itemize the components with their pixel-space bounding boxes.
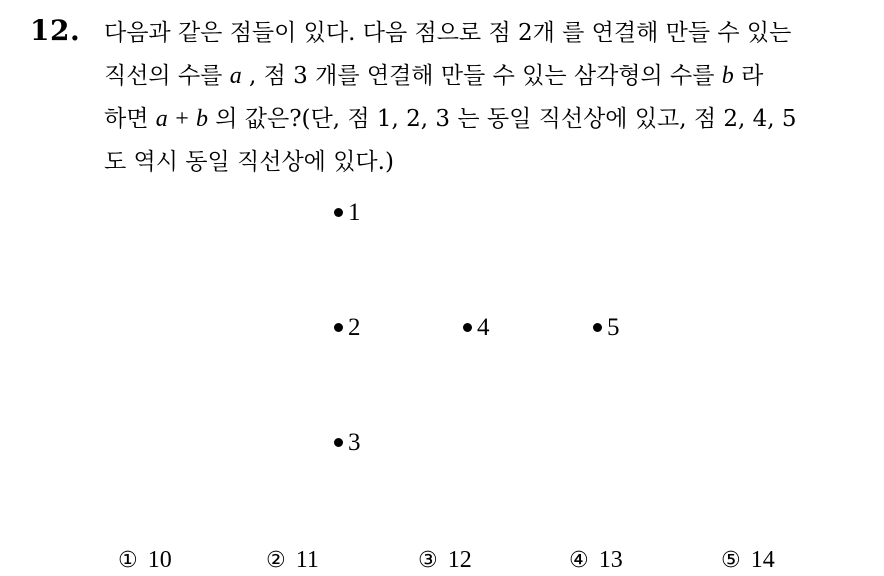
- choice-3-value: 12: [447, 547, 472, 573]
- choice-2[interactable]: [266, 545, 319, 576]
- point-2-label: 2: [348, 314, 361, 341]
- point-4: [463, 313, 490, 343]
- question-line-4: 도 역시 동일 직선상에 있다.): [104, 149, 394, 175]
- variable-b: b: [721, 63, 734, 89]
- point-1-label: 1: [348, 199, 361, 226]
- point-4-label: 4: [477, 314, 490, 341]
- choice-4-value: 13: [598, 547, 623, 573]
- point-2-dot: [334, 323, 343, 332]
- point-3-label: 3: [348, 429, 361, 456]
- choice-2-value: 11: [295, 547, 319, 573]
- expression-a-plus-b: a + b: [155, 106, 208, 132]
- question-line-3-part-a: 하면: [104, 106, 156, 132]
- question-line-2-part-a: 직선의 수를: [104, 63, 230, 89]
- point-4-dot: [463, 323, 472, 332]
- choice-5-value: 14: [750, 547, 775, 573]
- choice-4-mark: ④: [569, 548, 589, 573]
- question-line-2-part-c: 라: [733, 63, 764, 89]
- choice-4[interactable]: [569, 545, 623, 576]
- point-5-label: 5: [607, 314, 620, 341]
- point-5: [593, 313, 620, 343]
- variable-a: a: [229, 63, 242, 89]
- question-line-1: 다음과 같은 점들이 있다. 다음 점으로 점 2개 를 연결해 만들 수 있는: [104, 20, 792, 46]
- choice-5[interactable]: [721, 545, 775, 576]
- point-3: [334, 428, 361, 458]
- question-text: [104, 12, 874, 184]
- choice-2-mark: ②: [266, 548, 286, 573]
- question-number: 12.: [30, 14, 81, 47]
- choice-1[interactable]: [118, 545, 172, 576]
- point-2: [334, 313, 361, 343]
- question-line-3-part-b: 의 값은?(단, 점 1, 2, 3 는 동일 직선상에 있고, 점 2, 4, 5: [207, 106, 797, 132]
- choice-3-mark: ③: [418, 548, 438, 573]
- point-5-dot: [593, 323, 602, 332]
- point-3-dot: [334, 438, 343, 447]
- question-line-3: [104, 98, 874, 141]
- choice-1-mark: ①: [118, 548, 138, 573]
- question-line-2-part-b: , 점 3 개를 연결해 만들 수 있는 삼각형의 수를: [241, 63, 722, 89]
- choice-5-mark: ⑤: [721, 548, 741, 573]
- choice-3[interactable]: [418, 545, 472, 576]
- point-1-dot: [334, 208, 343, 217]
- question-line-2: [104, 55, 874, 98]
- choice-1-value: 10: [147, 547, 172, 573]
- point-1: [334, 198, 361, 228]
